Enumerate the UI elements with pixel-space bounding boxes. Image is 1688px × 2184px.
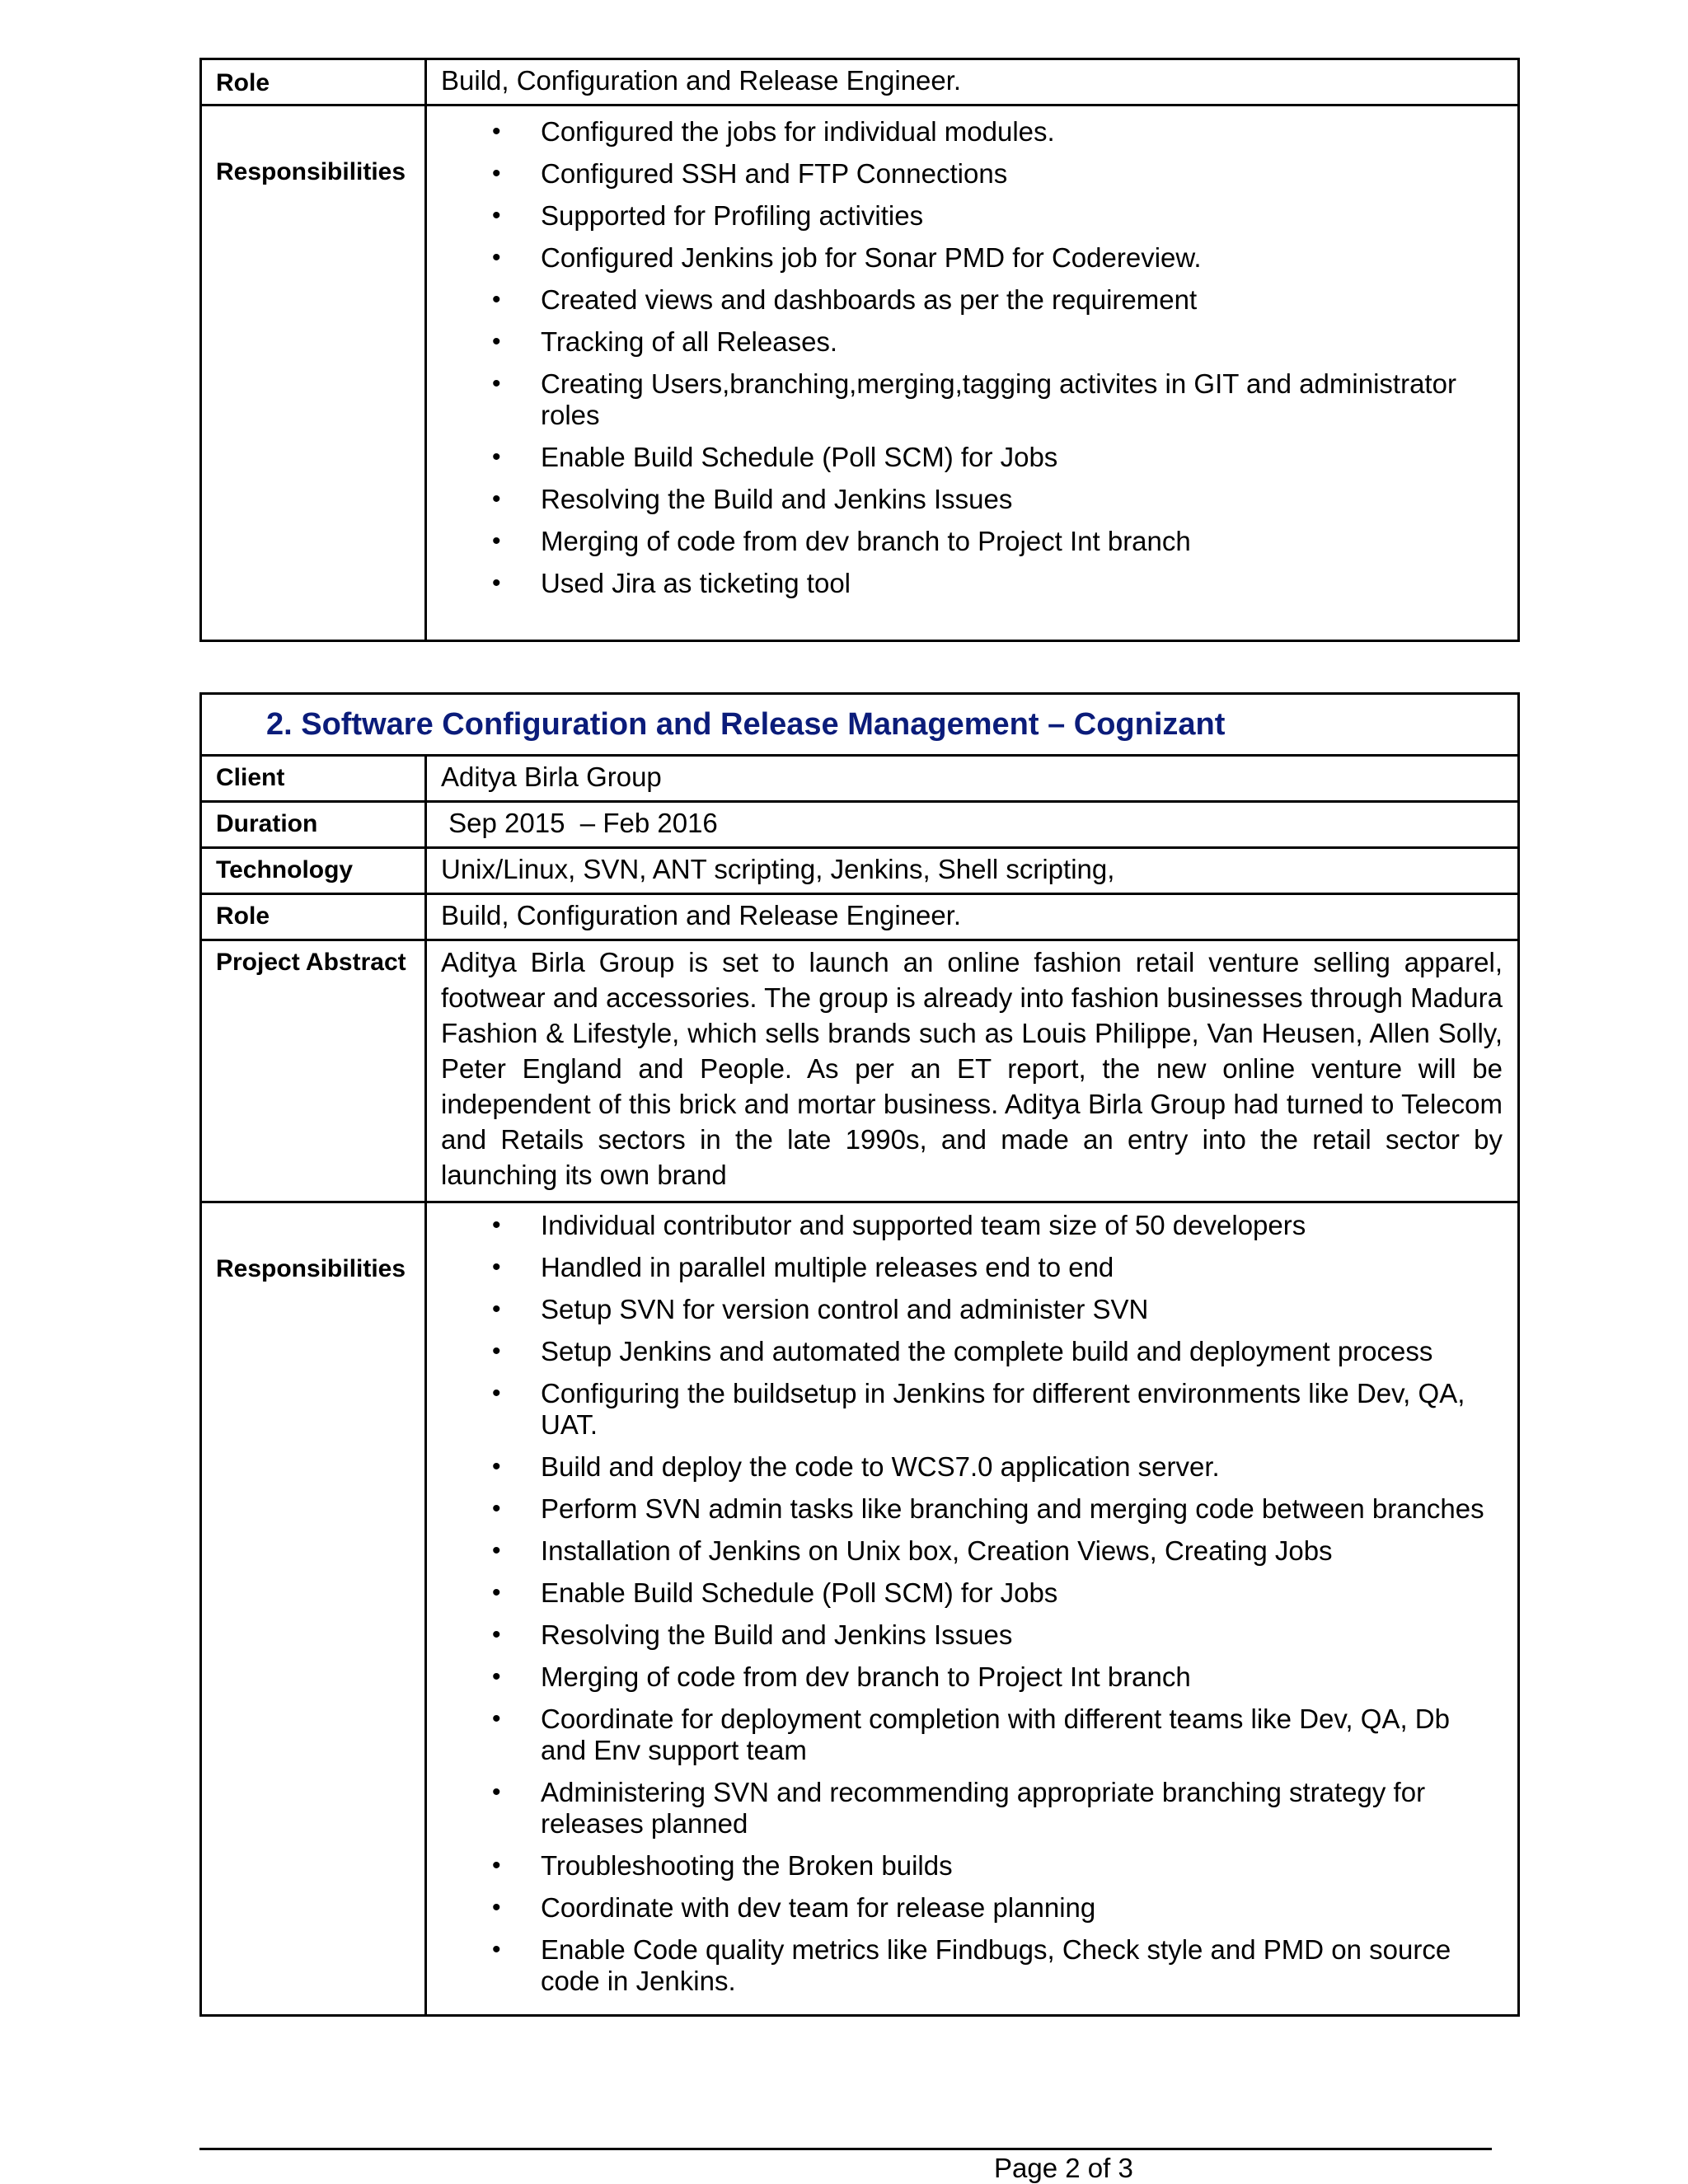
client-row [201, 756, 1519, 802]
role-row [201, 59, 1519, 105]
project-heading-row [201, 694, 1519, 756]
responsibility-item: • Configured SSH and FTP Connections [427, 158, 1517, 190]
responsibility-item: • Configuring the buildsetup in Jenkins for different environments like Dev, QA, UAT. [427, 1378, 1517, 1441]
responsibility-item: • Setup SVN for version control and administer SVN [427, 1294, 1517, 1325]
responsibilities-cell [426, 105, 1519, 641]
responsibility-item: • Creating Users,branching,merging,tagging activites in GIT and administrator roles [427, 368, 1517, 431]
responsibility-item: • Merging of code from dev branch to Project Int branch [427, 526, 1517, 557]
responsibility-item: • Build and deploy the code to WCS7.0 application server. [427, 1451, 1517, 1483]
responsibility-item: • Coordinate with dev team for release planning [427, 1892, 1517, 1924]
project-1-table [199, 58, 1520, 642]
client-value: Aditya Birla Group [426, 756, 1519, 802]
client-label: Client [201, 756, 426, 802]
responsibility-item: • Enable Build Schedule (Poll SCM) for Jobs [427, 1577, 1517, 1609]
responsibility-item: • Used Jira as ticketing tool [427, 568, 1517, 599]
role-row-2 [201, 894, 1519, 940]
responsibility-item: • Administering SVN and recommending appropriate branching strategy for releases planned [427, 1777, 1517, 1840]
role-value: Build, Configuration and Release Engineer. [426, 59, 1519, 105]
responsibilities-row-2 [201, 1202, 1519, 2016]
duration-label: Duration [201, 802, 426, 848]
role-value-2: Build, Configuration and Release Engineer. [426, 894, 1519, 940]
responsibility-item: • Enable Code quality metrics like Findbugs, Check style and PMD on source code in Jenkins. [427, 1934, 1517, 1997]
responsibility-item: • Installation of Jenkins on Unix box, Creation Views, Creating Jobs [427, 1535, 1517, 1567]
footer-divider [199, 2148, 1492, 2150]
duration-row [201, 802, 1519, 848]
responsibility-item: • Resolving the Build and Jenkins Issues [427, 484, 1517, 515]
responsibility-item: • Tracking of all Releases. [427, 326, 1517, 358]
responsibility-item: • Troubleshooting the Broken builds [427, 1850, 1517, 1882]
responsibility-item: • Merging of code from dev branch to Project Int branch [427, 1661, 1517, 1693]
responsibility-item: • Resolving the Build and Jenkins Issues [427, 1619, 1517, 1651]
responsibilities-label-2: Responsibilities [201, 1202, 426, 2016]
responsibility-item: • Coordinate for deployment completion with different teams like Dev, QA, Db and Env support team [427, 1704, 1517, 1766]
responsibilities-list-2 [427, 1210, 1517, 1997]
responsibilities-label: Responsibilities [201, 105, 426, 641]
technology-row [201, 848, 1519, 894]
project-abstract-value: Aditya Birla Group is set to launch an online fashion retail venture selling apparel, footwear and accessories. The group is already into fashion businesses through Madura Fashion & Lifestyle, which sells brands such as Louis Philippe, Van Heusen, Allen Solly, Peter England and People. As per an ET report, the new online venture will be independent of this brick and mortar business. Aditya Birla Group had turned to Telecom and Retails sectors in the late 1990s, and made an entry into the retail sector by launching its own brand [426, 940, 1519, 1202]
responsibility-item: • Created views and dashboards as per the requirement [427, 284, 1517, 316]
responsibility-item: • Individual contributor and supported team size of 50 developers [427, 1210, 1517, 1241]
project-2-table [199, 692, 1520, 2017]
responsibility-item: • Perform SVN admin tasks like branching and merging code between branches [427, 1493, 1517, 1525]
duration-value: Sep 2015 – Feb 2016 [426, 802, 1519, 848]
responsibility-item: • Enable Build Schedule (Poll SCM) for Jobs [427, 442, 1517, 473]
responsibility-item: • Supported for Profiling activities [427, 200, 1517, 232]
technology-label: Technology [201, 848, 426, 894]
project-abstract-row [201, 940, 1519, 1202]
responsibility-item: • Configured the jobs for individual modules. [427, 116, 1517, 148]
responsibility-item: • Configured Jenkins job for Sonar PMD for Codereview. [427, 242, 1517, 274]
project-heading: 2. Software Configuration and Release Management – Cognizant [201, 694, 1519, 756]
page-number: Page 2 of 3 [994, 2153, 1133, 2183]
responsibility-item: • Setup Jenkins and automated the complete build and deployment process [427, 1336, 1517, 1367]
responsibility-item: • Handled in parallel multiple releases end to end [427, 1252, 1517, 1283]
responsibilities-list [427, 116, 1517, 599]
technology-value: Unix/Linux, SVN, ANT scripting, Jenkins, Shell scripting, [426, 848, 1519, 894]
role-label: Role [201, 59, 426, 105]
responsibilities-cell-2 [426, 1202, 1519, 2016]
role-label-2: Role [201, 894, 426, 940]
project-abstract-label: Project Abstract [201, 940, 426, 1202]
responsibilities-row [201, 105, 1519, 641]
